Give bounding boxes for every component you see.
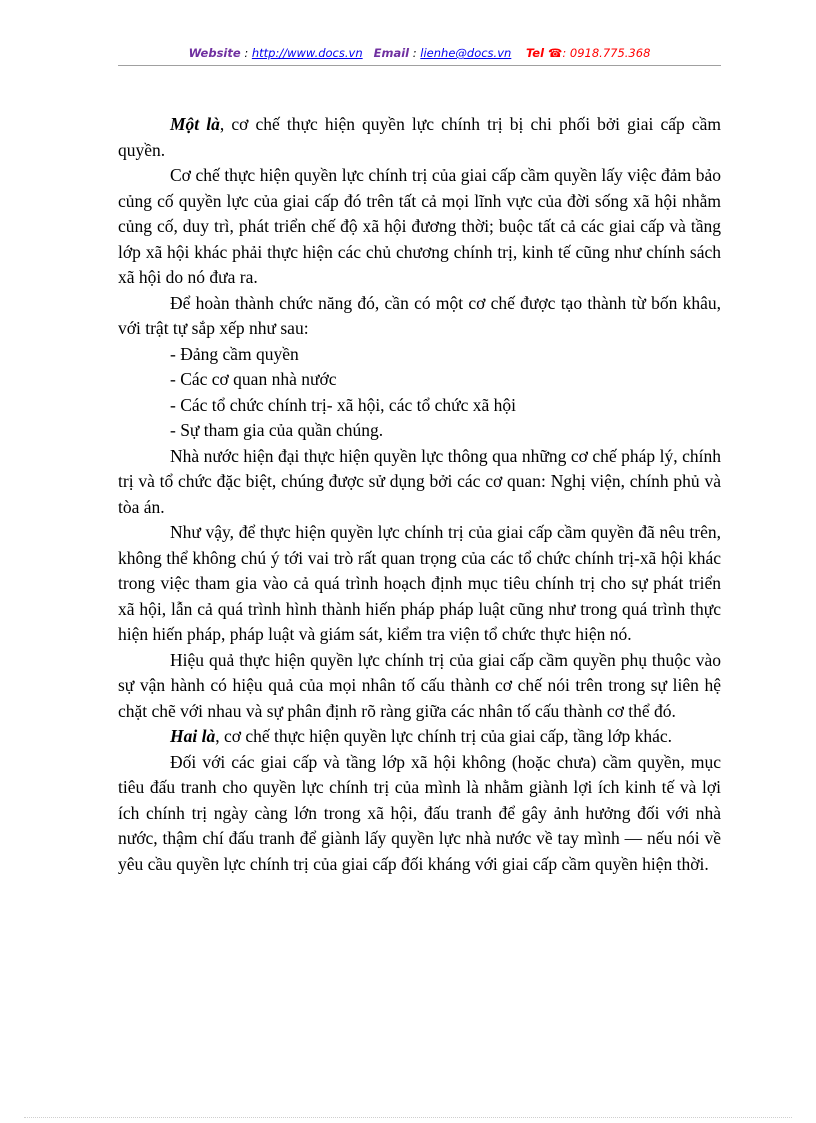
- list-item: - Các cơ quan nhà nước: [170, 369, 337, 389]
- email-link[interactable]: lienhe@docs.vn: [420, 46, 512, 60]
- paragraph-4: Nhà nước hiện đại thực hiện quyền lực thông qua những cơ chế pháp lý, chính trị và tổ chức đặc biệt, chúng được sử dụng bởi các cơ quan: Nghị viện, chính phủ và tòa án.: [118, 445, 721, 517]
- email-label: Email: [373, 46, 410, 60]
- page-header: [118, 46, 721, 60]
- website-label: Website: [188, 46, 241, 60]
- email-sep: :: [409, 46, 421, 60]
- paragraph-7-text: , cơ chế thực hiện quyền lực chính trị của giai cấp, tầng lớp khác.: [215, 726, 673, 746]
- paragraph-1-lead: Một là: [170, 114, 220, 134]
- paragraph-1: [118, 112, 721, 163]
- website-sep: :: [240, 46, 252, 60]
- list-item: - Sự tham gia của quần chúng.: [170, 420, 384, 440]
- document-body: [118, 112, 721, 877]
- tel-label: Tel ☎: [525, 46, 563, 60]
- tel-number: : 0918.775.368: [562, 46, 651, 60]
- paragraph-1-text: , cơ chế thực hiện quyền lực chính trị bị chi phối bởi giai cấp cầm quyền.: [118, 114, 721, 160]
- paragraph-6: Hiệu quả thực hiện quyền lực chính trị của giai cấp cầm quyền phụ thuộc vào sự vận hành có hiệu quả của mọi nhân tố cấu thành cơ chế nói trên trong sự liên hệ chặt chẽ với nhau và sự phân định rõ ràng giữa các nhân tố cấu thành cơ thể đó.: [118, 649, 721, 721]
- paragraph-7: [118, 724, 721, 750]
- list-item: - Các tổ chức chính trị- xã hội, các tổ chức xã hội: [170, 394, 516, 415]
- paragraph-7-lead: Hai là: [170, 726, 216, 746]
- paragraph-5: Như vậy, để thực hiện quyền lực chính trị của giai cấp cầm quyền đã nêu trên, không thể không chú ý tới vai trò rất quan trọng của các tổ chức chính trị-xã hội khác trong việc tham gia vào cả quá trình hoạch định mục tiêu chính trị cho sự phát triển xã hội, lẫn cả quá trình hình thành hiến pháp pháp luật cũng như trong quá trình thực hiện hiến pháp, pháp luật và giám sát, kiểm tra viện tổ chức thực hiện nó.: [118, 522, 721, 644]
- list-item: - Đảng cầm quyền: [170, 343, 299, 364]
- header-divider: [118, 65, 721, 66]
- paragraph-8: Đối với các giai cấp và tầng lớp xã hội không (hoặc chưa) cầm quyền, mục tiêu đấu tranh cho quyền lực chính trị của mình là nhằm giành lợi ích kinh tế và lợi ích chính trị ngày càng lớn trong xã hội, đấu tranh để gây ảnh hưởng đối với nhà nước, thậm chí đấu tranh để giành lấy quyền lực nhà nước về tay mình — nếu nói về yêu cầu quyền lực chính trị của giai cấp đối kháng với giai cấp cầm quyền hiện thời.: [118, 751, 721, 874]
- paragraph-3: Để hoàn thành chức năng đó, cần có một cơ chế được tạo thành từ bốn khâu, với trật tự sắp xếp như sau:: [118, 292, 721, 338]
- website-link[interactable]: http://www.docs.vn: [251, 46, 363, 60]
- footer-divider: [24, 1117, 792, 1118]
- paragraph-2: Cơ chế thực hiện quyền lực chính trị của giai cấp cầm quyền lấy việc đảm bảo củng cố quyền lực của giai cấp đó trên tất cả mọi lĩnh vực của đời sống xã hội nhằm củng cố, duy trì, phát triển chế độ xã hội đương thời; buộc tất cả các giai cấp và tầng lớp xã hội khác phải thực hiện các chủ chương chính trị, kinh tế cũng như chính sách xã hội do nó đưa ra.: [118, 165, 721, 287]
